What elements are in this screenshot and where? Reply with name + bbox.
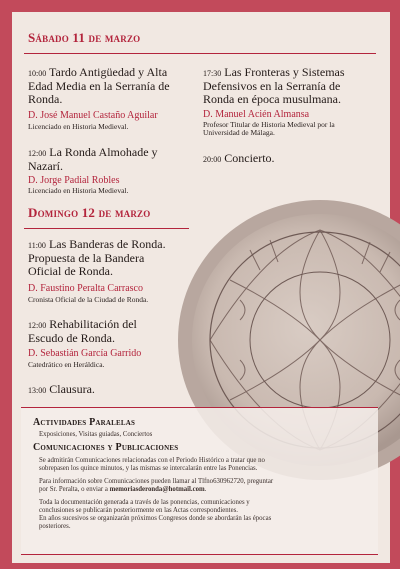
event-title: Las Banderas de Ronda. <box>48 237 166 251</box>
speaker-name: D. José Manuel Castaño Aguilar <box>28 110 158 121</box>
activities-heading: Actividades Paralelas <box>33 417 136 428</box>
event-time: 12:00 <box>28 321 47 330</box>
event-sat-4 <box>203 152 275 166</box>
event-title: Rehabilitación del <box>49 317 137 331</box>
saturday-heading: Sábado 11 de marzo <box>28 30 141 45</box>
activities-text: Exposiciones, Visitas guiadas, Conciertos <box>39 431 153 438</box>
paragraph-line: por Sr. Peralta, o enviar a <box>39 486 110 493</box>
event-sun-3 <box>28 383 95 397</box>
info-panel <box>21 407 378 555</box>
event-time: 17:30 <box>203 69 222 78</box>
event-title: Propuesta de la Bandera <box>28 251 145 265</box>
email-link[interactable]: memoriasderonda@hotmail.com <box>109 486 205 493</box>
event-sun-2 <box>28 318 203 345</box>
paragraph-line: Para información sobre Comunicaciones pueden llamar al Tlfno630962720, preguntar <box>39 478 274 485</box>
event-sat-3 <box>203 66 378 106</box>
border-top <box>0 0 400 12</box>
event-time: 20:00 <box>203 155 222 164</box>
event-sun-1 <box>28 238 203 278</box>
event-time: 13:00 <box>28 386 47 395</box>
event-title: Las Fronteras y Sistemas <box>224 65 345 79</box>
panel-top-rule <box>21 407 378 408</box>
panel-bottom-rule <box>21 554 378 555</box>
paragraph-line: sobrepasen los quince minutos, y las mismas se intercalarán entre las Ponencias. <box>39 465 258 472</box>
border-bottom <box>0 563 400 569</box>
event-title: Clausura. <box>49 382 95 396</box>
sunday-rule <box>24 228 189 229</box>
event-title: Tardo Antigüedad y Alta <box>49 65 168 79</box>
event-title: Ronda. <box>28 92 63 106</box>
speaker-name: D. Manuel Acién Almansa <box>203 109 310 120</box>
event-title: Concierto. <box>224 151 275 165</box>
speaker-role: Profesor Titular de Historia Medieval por la <box>203 120 335 129</box>
speaker-role: Licenciado en Historia Medieval. <box>28 186 129 195</box>
event-time: 12:00 <box>28 149 47 158</box>
paragraph-line: Se admitirán Comunicaciones relacionadas con el Periodo Histórico a tratar que no <box>39 457 265 464</box>
event-title: Oficial de Ronda. <box>28 264 113 278</box>
event-title: Escudo de Ronda. <box>28 331 115 345</box>
paragraph-line: En años sucesivos se organizarán próximos Congresos donde se abordarán las épocas <box>39 515 272 522</box>
event-title: Edad Media en la Serranía de <box>28 79 170 93</box>
event-title: La Ronda Almohade y <box>49 145 158 159</box>
paragraph-line: . <box>204 486 207 493</box>
speaker-role: Cronista Oficial de la Ciudad de Ronda. <box>28 295 149 304</box>
event-title: Ronda en época musulmana. <box>203 92 341 106</box>
event-sat-1 <box>28 66 203 106</box>
speaker-role: Licenciado en Historia Medieval. <box>28 122 129 131</box>
border-left <box>0 0 12 569</box>
event-title: Nazarí. <box>28 159 63 173</box>
paragraph-line: Toda la documentación generada a través de las ponencias, comunicaciones y <box>39 499 250 506</box>
event-sat-2 <box>28 146 203 173</box>
speaker-name: D. Jorge Padial Robles <box>28 175 120 186</box>
speaker-role: Catedrático en Heráldica. <box>28 360 105 369</box>
communications-heading: Comunicaciones y Publicaciones <box>33 442 179 453</box>
event-title: Defensivos en la Serranía de <box>203 79 341 93</box>
information-paragraph <box>39 478 273 494</box>
speaker-name: D. Sebastián García Garrido <box>28 348 142 359</box>
sunday-heading: Domingo 12 de marzo <box>28 205 151 220</box>
event-time: 10:00 <box>28 69 47 78</box>
saturday-rule <box>24 53 376 54</box>
documentation-paragraph <box>39 499 271 531</box>
paragraph-line: conclusiones se publicarán posteriormente en las Actas correspondientes. <box>39 507 238 514</box>
communications-paragraph <box>39 457 265 473</box>
speaker-name: D. Faustino Peralta Carrasco <box>28 283 143 294</box>
paragraph-line: posteriores. <box>39 523 71 530</box>
event-time: 11:00 <box>28 241 46 250</box>
speaker-role: Universidad de Málaga. <box>203 128 275 137</box>
